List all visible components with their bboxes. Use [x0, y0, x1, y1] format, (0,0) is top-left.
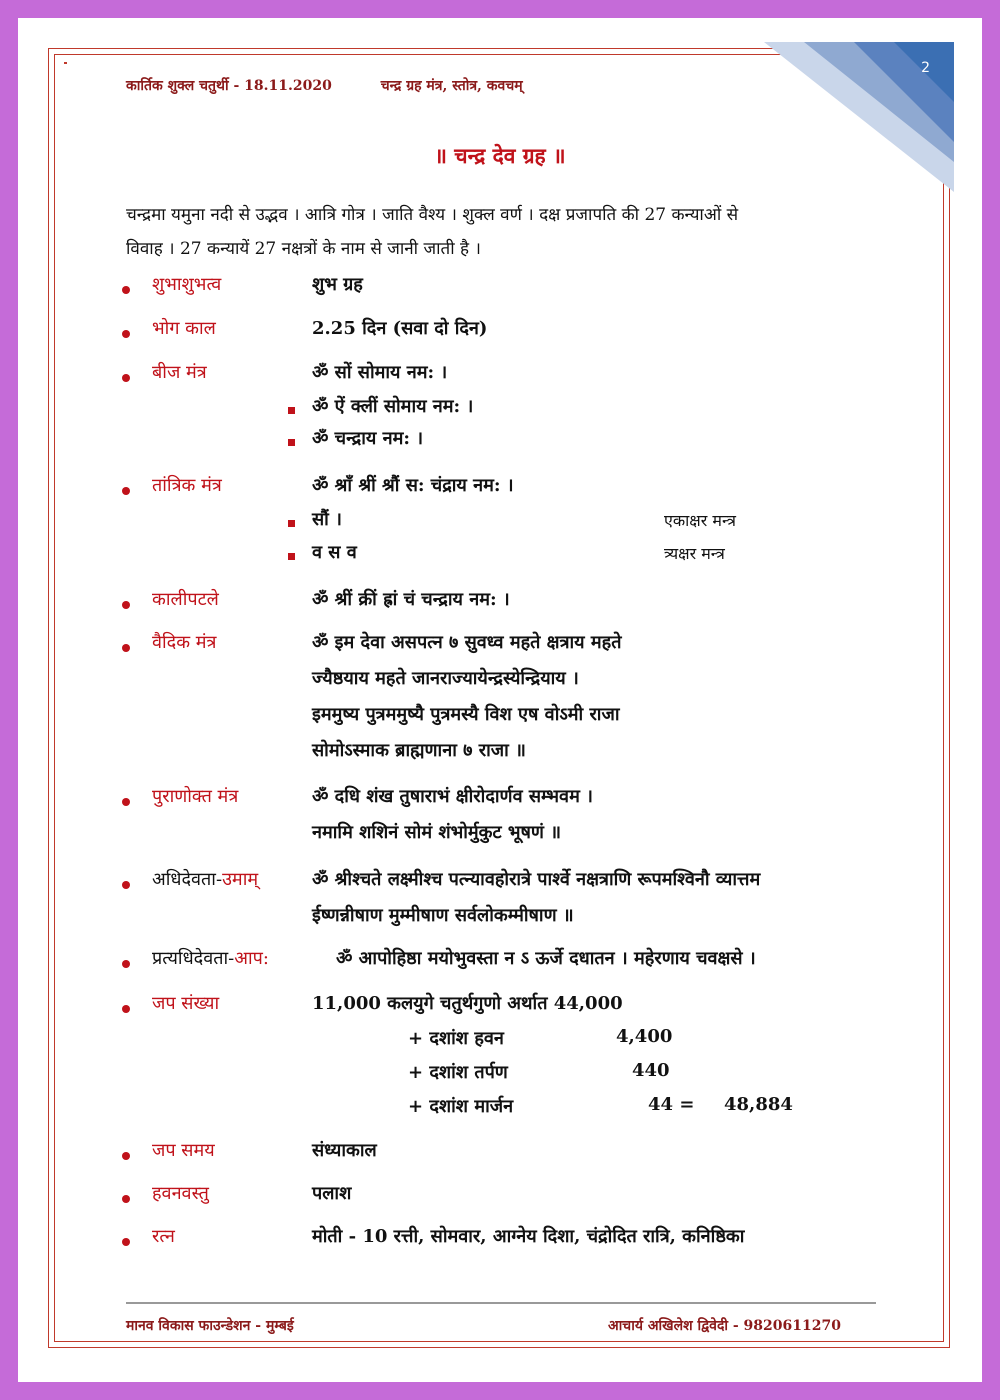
square-bullet-icon	[288, 407, 295, 414]
puran-line: नमामि शशिनं सोमं शंभोर्मुकुट भूषणं ॥	[312, 822, 561, 843]
header-date: कार्तिक शुक्ल चतुर्थी - 18.11.2020	[126, 78, 332, 94]
jap-havan-label: + दशांश हवन	[408, 1028, 504, 1049]
item-label-japsamay: जप समय	[152, 1140, 215, 1161]
page-number: 2	[921, 60, 930, 76]
item-value-tantrik: ॐ श्राँ श्रीं श्रौं स: चंद्राय नम: ।	[312, 475, 514, 496]
vedik-line: ज्यैष्ठयाय महते जानराज्यायेन्द्रस्येन्द्रियाय ।	[312, 668, 579, 689]
bullet-icon	[122, 487, 130, 495]
bullet-icon	[122, 374, 130, 382]
beej-sub-mantra: ॐ चन्द्राय नम: ।	[312, 428, 424, 449]
bullet-icon	[122, 1152, 130, 1160]
item-label-jap: जप संख्या	[152, 993, 220, 1014]
bullet-icon	[122, 1238, 130, 1246]
document-page	[18, 18, 982, 1382]
bullet-icon	[122, 798, 130, 806]
item-label-kali: कालीपटले	[152, 589, 219, 610]
item-value-japsamay: संध्याकाल	[312, 1140, 377, 1161]
footer-left: मानव विकास फाउन्डेशन - मुम्बई	[126, 1318, 294, 1334]
label-part-accent: उमाम्	[222, 869, 259, 890]
page-title: ॥ चन्द्र देव ग्रह ॥	[434, 143, 566, 168]
intro-paragraph	[126, 198, 906, 266]
item-value-ratna: मोती - 10 रत्ती, सोमवार, आग्नेय दिशा, चंद्रोदित रात्रि, कनिष्ठिका	[312, 1226, 745, 1247]
intro-line: चन्द्रमा यमुना नदी से उद्भव । आत्रि गोत्र । जाति वैश्य । शुक्ल वर्ण । दक्ष प्रजापति की 27 कन्याओं से	[126, 205, 739, 225]
puran-line: ॐ दधि शंख तुषाराभं क्षीरोदार्णव सम्भवम ।	[312, 786, 593, 807]
item-value-beej: ॐ सों सोमाय नम: ।	[312, 362, 448, 383]
bullet-icon	[122, 1195, 130, 1203]
jap-tarpan-label: + दशांश तर्पण	[408, 1062, 508, 1083]
item-label-vedik: वैदिक मंत्र	[152, 632, 217, 653]
page-header	[126, 76, 567, 95]
label-part: प्रत्यधिदेवता-	[152, 948, 235, 969]
item-label-bhog: भोग काल	[152, 318, 216, 339]
label-part-accent: आप:	[234, 948, 269, 969]
item-label-adhidevata	[152, 867, 258, 891]
vedik-line: इममुष्य पुत्रममुष्यै पुत्रमस्यै विश एष वोऽमी राजा	[312, 704, 620, 725]
tantrik-sub-mantra: व स व	[312, 542, 357, 563]
jap-marjan-number: 44 =	[648, 1094, 695, 1115]
item-value-bhog: 2.25 दिन (सवा दो दिन)	[312, 318, 488, 339]
bullet-icon	[122, 330, 130, 338]
jap-havan-number: 4,400	[616, 1026, 673, 1047]
vedik-line: सोमोऽस्माक ब्राह्मणाना ७ राजा ॥	[312, 740, 526, 761]
item-label-puran: पुराणोक्त मंत्र	[152, 786, 239, 807]
bullet-icon	[122, 881, 130, 889]
jap-total: 48,884	[724, 1094, 793, 1115]
item-label-pratyadhidevata	[152, 946, 269, 970]
tantrik-sub-note: एकाक्षर मन्त्र	[664, 511, 736, 530]
pratyadhidevata-value: ॐ आपोहिष्ठा मयोभुवस्ता न ऽ ऊर्जे दधातन । महेरणाय चवक्षसे ।	[336, 948, 756, 969]
item-value-kali: ॐ श्रीं क्रीं ह्रां चं चन्द्राय नम: ।	[312, 589, 510, 610]
item-label-ratna: रत्न	[152, 1226, 175, 1247]
beej-sub-mantra: ॐ ऐं क्लीं सोमाय नम: ।	[312, 396, 474, 417]
tantrik-sub-note: त्र्यक्षर मन्त्र	[664, 544, 725, 563]
bullet-icon	[122, 644, 130, 652]
square-bullet-icon	[288, 439, 295, 446]
square-bullet-icon	[288, 553, 295, 560]
jap-tarpan-number: 440	[632, 1060, 670, 1081]
footer-divider	[126, 1302, 876, 1304]
vedik-line: ॐ इम देवा असपत्न ७ सुवध्व महते क्षत्राय महते	[312, 632, 622, 653]
footer-right: आचार्य अखिलेश द्विवेदी - 9820611270	[608, 1318, 841, 1334]
adhidevata-line: ॐ श्रीश्चते लक्ष्मीश्च पत्न्यावहोरात्रे पार्श्वे नक्षत्राणि रूपमश्विनौ व्यात्तम	[312, 869, 761, 890]
item-label-tantrik: तांत्रिक मंत्र	[152, 475, 222, 496]
adhidevata-line: ईष्णन्नीषाण मुम्मीषाण सर्वलोकम्मीषाण ॥	[312, 905, 574, 926]
square-bullet-icon	[288, 520, 295, 527]
jap-line: 11,000 कलयुगे चतुर्थगुणो अर्थात 44,000	[312, 993, 623, 1014]
item-label-beej: बीज मंत्र	[152, 362, 207, 383]
label-part: अधिदेवता-	[152, 869, 223, 890]
bullet-icon	[122, 1005, 130, 1013]
header-topic: चन्द्र ग्रह मंत्र, स्तोत्र, कवचम्	[380, 78, 523, 94]
tantrik-sub-mantra: सौं ।	[312, 509, 342, 530]
bullet-icon	[122, 286, 130, 294]
item-label-havan: हवनवस्तु	[152, 1183, 209, 1204]
item-value-havan: पलाश	[312, 1183, 352, 1204]
intro-line: विवाह । 27 कन्यायें 27 नक्षत्रों के नाम से जानी जाती है ।	[126, 239, 481, 259]
jap-marjan-label: + दशांश मार्जन	[408, 1096, 514, 1117]
item-value-shubh: शुभ ग्रह	[312, 274, 363, 295]
bullet-icon	[122, 960, 130, 968]
item-label-shubh: शुभाशुभत्व	[152, 274, 222, 295]
corner-mark	[64, 62, 67, 64]
bullet-icon	[122, 601, 130, 609]
